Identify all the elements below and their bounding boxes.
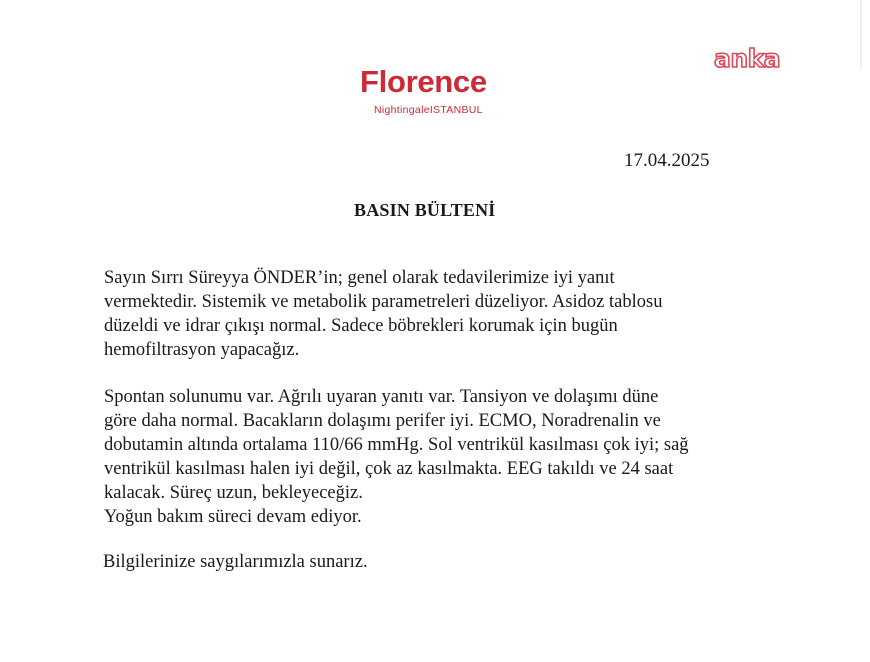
paragraph-line: düzeldi ve idrar çıkışı normal. Sadece böbrekleri korumak için bugün [104,316,618,336]
paragraph-line: hemofiltrasyon yapacağız. [104,340,300,360]
paragraph-line: dobutamin altında ortalama 110/66 mmHg. Sol ventrikül kasılması çok iyi; sağ [104,435,689,455]
paragraph-line: göre daha normal. Bacakların dolaşımı perifer iyi. ECMO, Noradrenalin ve [104,411,661,431]
paragraph-1 [104,266,764,362]
paragraph-line: kalacak. Süreç uzun, bekleyeceğiz. [104,483,363,503]
paragraph-line: Spontan solunumu var. Ağrılı uyaran yanıtı var. Tansiyon ve dolaşımı düne [104,387,659,407]
paragraph-line: Bilgilerinize saygılarımızla sunarız. [103,552,368,572]
document-date: 17.04.2025 [624,150,710,171]
paragraph-line: Sayın Sırrı Süreyya ÖNDER’in; genel olarak tedavilerimize iyi yanıt [104,268,615,288]
paragraph-2 [104,385,764,529]
paragraph-line: vermektedir. Sistemik ve metabolik parametreleri düzeliyor. Asidoz tablosu [104,292,663,312]
closing-paragraph [103,550,763,574]
page-edge-line [860,0,862,70]
logo-subtitle: NightingaleISTANBUL [374,104,483,116]
paragraph-line: Yoğun bakım süreci devam ediyor. [104,507,362,527]
document-title: BASIN BÜLTENİ [354,200,496,220]
paragraph-line: ventrikül kasılması halen iyi değil, çok az kasılmakta. EEG takıldı ve 24 saat [104,459,674,479]
florence-logo [360,64,510,120]
anka-watermark: anka [714,44,781,73]
logo-brand-name: Florence [360,64,487,99]
